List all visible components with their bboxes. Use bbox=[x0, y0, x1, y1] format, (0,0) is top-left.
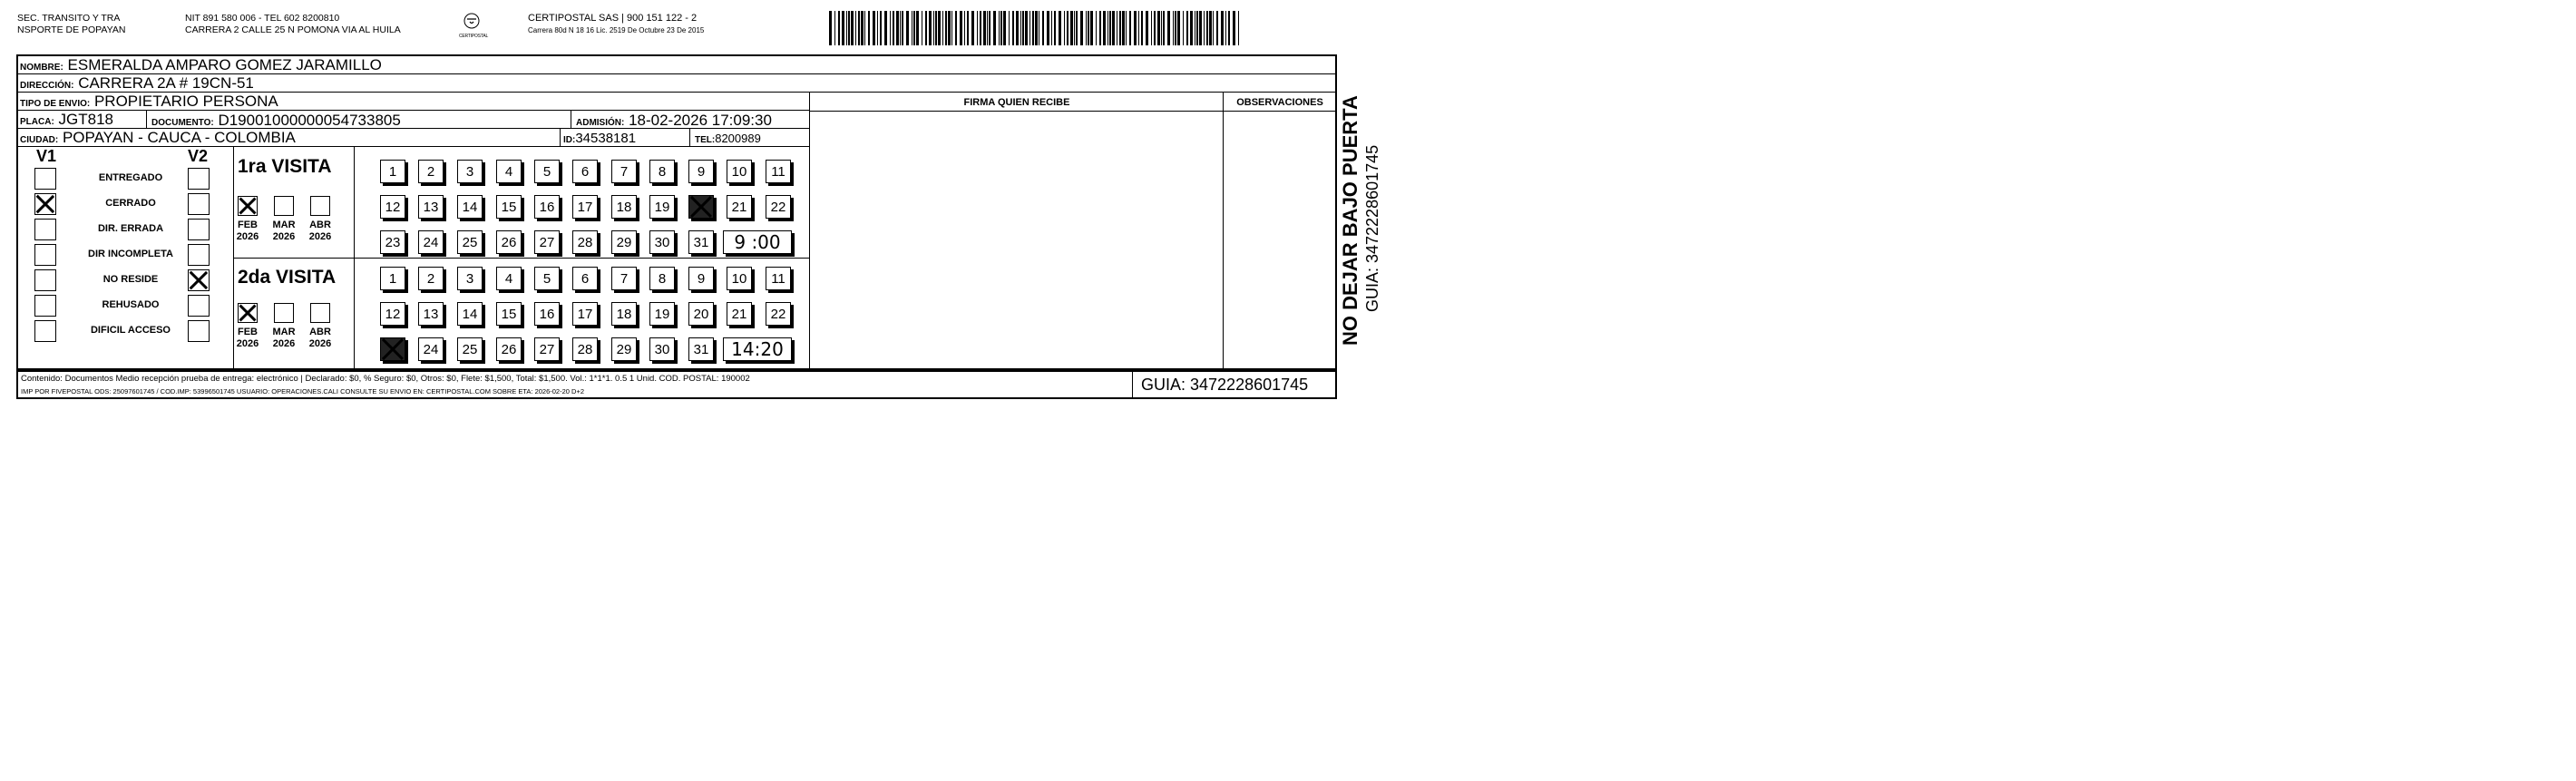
barcode-bar bbox=[1141, 11, 1143, 45]
barcode-bar bbox=[942, 11, 943, 45]
visit1-day-7[interactable]: 7 bbox=[611, 160, 637, 183]
visit1-day-16[interactable]: 16 bbox=[534, 195, 560, 219]
barcode-bar bbox=[861, 11, 864, 45]
visit2-month-checkbox[interactable] bbox=[274, 303, 294, 323]
barcode-bar bbox=[900, 11, 901, 45]
barcode-bar bbox=[987, 11, 988, 45]
barcode-bar bbox=[993, 11, 996, 45]
visit1-day-9[interactable]: 9 bbox=[688, 160, 714, 183]
barcode-bar bbox=[1175, 11, 1176, 45]
barcode-bar bbox=[1134, 11, 1137, 45]
visit2-day-28[interactable]: 28 bbox=[572, 337, 598, 361]
visit2-day-19[interactable]: 19 bbox=[649, 302, 675, 326]
visit2-day-10[interactable]: 10 bbox=[727, 267, 752, 290]
tipo-value: PROPIETARIO PERSONA bbox=[93, 93, 278, 110]
barcode-bar bbox=[980, 11, 981, 45]
v2-checkbox[interactable] bbox=[188, 193, 210, 215]
barcode-bar bbox=[873, 11, 875, 45]
barcode-bar bbox=[1186, 11, 1188, 45]
no-dejar-bajo-puerta: NO DEJAR BAJO PUERTA bbox=[1339, 95, 1361, 346]
sender-address bbox=[185, 13, 401, 36]
barcode-bar bbox=[1216, 11, 1218, 45]
barcode-bar bbox=[829, 11, 832, 45]
documento-value: D19001000000054733805 bbox=[218, 112, 401, 129]
visit1-month-label: FEB 2026 bbox=[236, 220, 259, 242]
barcode-bar bbox=[1107, 11, 1108, 45]
barcode-bar bbox=[834, 11, 835, 45]
barcode-bar bbox=[1161, 11, 1162, 45]
barcode-bar bbox=[1151, 11, 1152, 45]
v2-checkbox[interactable] bbox=[188, 295, 210, 317]
legend-label: DIR INCOMPLETA bbox=[88, 249, 173, 259]
visit1-month-label: MAR 2026 bbox=[272, 220, 296, 242]
footer-impresion: IMP POR FIVEPOSTAL ODS: 25097601745 / COD.IMP: 53996501745 USUARIO: OPERACIONES.CALI CONSULTE SU ENVIO EN: CERTIPOSTAL.COM SOBRE ETA: 2026-02-20 D+2 bbox=[21, 387, 584, 395]
barcode-bar bbox=[842, 11, 844, 45]
visit2-time[interactable]: 14:20 bbox=[723, 337, 792, 361]
barcode-bar bbox=[1103, 11, 1106, 45]
visit2-day-27[interactable]: 27 bbox=[534, 337, 560, 361]
legend-label: CERRADO bbox=[105, 198, 156, 209]
barcode-bar bbox=[1122, 11, 1125, 45]
visit2-day-21[interactable]: 21 bbox=[727, 302, 752, 326]
v2-checkbox[interactable] bbox=[188, 320, 210, 342]
barcode-bar bbox=[884, 11, 887, 45]
visit2-month-checkbox[interactable] bbox=[238, 303, 258, 323]
barcode-bar bbox=[1190, 11, 1193, 45]
visit1-time[interactable]: 9 :00 bbox=[723, 230, 792, 254]
tel-value: 8200989 bbox=[715, 132, 761, 145]
certipostal-logo bbox=[459, 12, 495, 46]
visit2-month-label: FEB 2026 bbox=[236, 327, 259, 349]
barcode-bar bbox=[1054, 11, 1056, 45]
barcode-bar bbox=[846, 11, 847, 45]
barcode-bar bbox=[983, 11, 986, 45]
admision-cell bbox=[576, 112, 772, 131]
v2-checkbox[interactable] bbox=[188, 269, 210, 291]
barcode-bar bbox=[902, 11, 903, 45]
barcode-bar bbox=[1112, 11, 1115, 45]
legend-label: REHUSADO bbox=[102, 299, 160, 310]
entity-line-2: NSPORTE DE POPAYAN bbox=[17, 24, 126, 35]
footer-contenido: Contenido: Documentos Medio recepción prueba de entrega: electrónico | Declarado: $0, % Seguro: $0, Otros: $0, Flete: $1,500, Total: $1,500. Vol.: 1*1*1. 0.5 1 Unid. COD. POSTAL: 190002 bbox=[21, 374, 750, 384]
barcode-bar bbox=[864, 11, 865, 45]
visit2-month-label: ABR 2026 bbox=[308, 327, 332, 349]
barcode-bar bbox=[1003, 11, 1006, 45]
visit1-day-29[interactable]: 29 bbox=[611, 230, 637, 254]
v1-checkbox[interactable] bbox=[34, 193, 56, 215]
barcode-bar bbox=[925, 11, 927, 45]
barcode-bar bbox=[851, 11, 854, 45]
barcode-bar bbox=[855, 11, 856, 45]
visit1-day-17[interactable]: 17 bbox=[572, 195, 598, 219]
barcode-bar bbox=[933, 11, 934, 45]
barcode-bar bbox=[1177, 11, 1180, 45]
barcode-bar bbox=[1000, 11, 1002, 45]
barcode-bar bbox=[1076, 11, 1078, 45]
ciudad-row bbox=[18, 129, 809, 147]
v1-checkbox[interactable] bbox=[34, 295, 56, 317]
visit1-day-30[interactable]: 30 bbox=[649, 230, 675, 254]
visit1-day-24[interactable]: 24 bbox=[418, 230, 444, 254]
ciudad-label: CIUDAD: bbox=[20, 135, 59, 145]
barcode-bar bbox=[1042, 11, 1044, 45]
barcode-bar bbox=[1238, 11, 1239, 45]
barcode-bar bbox=[1221, 11, 1224, 45]
visit1-day-14[interactable]: 14 bbox=[457, 195, 483, 219]
barcode-bar bbox=[916, 11, 919, 45]
barcode-bar bbox=[1067, 11, 1068, 45]
visit1-day-25[interactable]: 25 bbox=[457, 230, 483, 254]
visit2-day-12[interactable]: 12 bbox=[380, 302, 405, 326]
tipo-label: TIPO DE ENVIO: bbox=[20, 99, 91, 109]
visit2-day-23[interactable] bbox=[380, 337, 405, 361]
visit2-day-11[interactable]: 11 bbox=[766, 267, 791, 290]
visit1-day-12[interactable]: 12 bbox=[380, 195, 405, 219]
nombre-row bbox=[18, 56, 1335, 74]
barcode-bar bbox=[858, 11, 860, 45]
barcode-bar bbox=[1090, 11, 1093, 45]
barcode-bar bbox=[1029, 11, 1030, 45]
barcode-bar bbox=[1154, 11, 1156, 45]
barcode-bar bbox=[1126, 11, 1127, 45]
barcode-bar bbox=[1146, 11, 1148, 45]
visit1-day-11[interactable]: 11 bbox=[766, 160, 791, 183]
barcode-bar bbox=[1173, 11, 1174, 45]
barcode-bar bbox=[1233, 11, 1235, 45]
barcode-bar bbox=[1032, 11, 1034, 45]
visit2-day-17[interactable]: 17 bbox=[572, 302, 598, 326]
barcode-bar bbox=[1204, 11, 1205, 45]
visit2-day-13[interactable]: 13 bbox=[418, 302, 444, 326]
visit1-day-3[interactable]: 3 bbox=[457, 160, 483, 183]
v1-checkbox[interactable] bbox=[34, 168, 56, 190]
placa-value: JGT818 bbox=[58, 111, 113, 128]
visit1-day-5[interactable]: 5 bbox=[534, 160, 560, 183]
barcode-bar bbox=[948, 11, 951, 45]
admision-label: ADMISIÓN: bbox=[576, 118, 625, 128]
nombre-label: NOMBRE: bbox=[20, 63, 63, 73]
v2-checkbox[interactable] bbox=[188, 244, 210, 266]
v1-checkbox[interactable] bbox=[34, 219, 56, 240]
barcode-bar bbox=[877, 11, 878, 45]
barcode-bar bbox=[890, 11, 891, 45]
barcode-bar bbox=[1225, 11, 1226, 45]
direccion-value: CARRERA 2A # 19CN-51 bbox=[78, 74, 254, 92]
barcode-bar bbox=[1020, 11, 1021, 45]
courier-info bbox=[528, 13, 704, 36]
v1-checkbox[interactable] bbox=[34, 320, 56, 342]
visit1-month-checkbox[interactable] bbox=[238, 196, 258, 216]
visit1-day-26[interactable]: 26 bbox=[496, 230, 522, 254]
visit1-day-8[interactable]: 8 bbox=[649, 160, 675, 183]
v1-header: V1 bbox=[36, 147, 57, 165]
barcode-bar bbox=[1199, 11, 1202, 45]
documento-cell bbox=[151, 112, 401, 131]
footer-guia: GUIA: 3472228601745 bbox=[1141, 376, 1309, 394]
placa-label: PLACA: bbox=[20, 117, 54, 127]
delivery-form bbox=[16, 54, 1337, 370]
barcode-bar bbox=[977, 11, 978, 45]
visit1-day-20[interactable] bbox=[688, 195, 714, 219]
visit2-month-checkbox[interactable] bbox=[310, 303, 330, 323]
barcode-bar bbox=[1080, 11, 1083, 45]
visit1-day-4[interactable]: 4 bbox=[496, 160, 522, 183]
logo-caption: CERTIPOSTAL bbox=[459, 34, 489, 39]
barcode-bar bbox=[1047, 11, 1049, 45]
barcode-bar bbox=[938, 11, 941, 45]
barcode-bar bbox=[1209, 11, 1212, 45]
ciudad-value: POPAYAN - CAUCA - COLOMBIA bbox=[62, 129, 296, 146]
side-guia: GUIA: 3472228601745 bbox=[1363, 144, 1381, 312]
tel-label: TEL: bbox=[695, 135, 716, 145]
barcode-bar bbox=[868, 11, 870, 45]
observaciones-header: OBSERVACIONES bbox=[1236, 97, 1323, 108]
visit2-day-9[interactable]: 9 bbox=[688, 267, 714, 290]
barcode-bar bbox=[1196, 11, 1198, 45]
barcode-bar bbox=[1064, 11, 1065, 45]
v2-header: V2 bbox=[188, 147, 209, 165]
visit1-day-10[interactable]: 10 bbox=[727, 160, 752, 183]
id-value: 34538181 bbox=[575, 131, 637, 146]
barcode-bar bbox=[1119, 11, 1121, 45]
barcode-bar bbox=[955, 11, 957, 45]
visit1-day-31[interactable]: 31 bbox=[688, 230, 714, 254]
barcode-bar bbox=[1096, 11, 1097, 45]
visit2-day-1[interactable]: 1 bbox=[380, 267, 405, 290]
courier-line-1: CERTIPOSTAL SAS | 900 151 122 - 2 bbox=[528, 13, 698, 24]
visit2-day-22[interactable]: 22 bbox=[766, 302, 791, 326]
documento-label: DOCUMENTO: bbox=[151, 118, 214, 128]
visit2-day-3[interactable]: 3 bbox=[457, 267, 483, 290]
v1-checkbox[interactable] bbox=[34, 244, 56, 266]
address-line: CARRERA 2 CALLE 25 N POMONA VIA AL HUILA bbox=[185, 24, 401, 35]
id-cell bbox=[563, 132, 636, 147]
visit1-day-21[interactable]: 21 bbox=[727, 195, 752, 219]
barcode-bar bbox=[964, 11, 965, 45]
visit2-day-14[interactable]: 14 bbox=[457, 302, 483, 326]
visit2-day-24[interactable]: 24 bbox=[418, 337, 444, 361]
barcode-bar bbox=[1183, 11, 1184, 45]
visit1-month-checkbox[interactable] bbox=[310, 196, 330, 216]
barcode-bar bbox=[929, 11, 932, 45]
admision-value: 18-02-2026 17:09:30 bbox=[629, 112, 772, 129]
barcode-bar bbox=[945, 11, 947, 45]
visit2-day-26[interactable]: 26 bbox=[496, 337, 522, 361]
visit1-day-6[interactable]: 6 bbox=[572, 160, 598, 183]
visit1-title: 1ra VISITA bbox=[238, 156, 332, 177]
barcode-bar bbox=[1051, 11, 1052, 45]
barcode-bar bbox=[935, 11, 937, 45]
direccion-row bbox=[18, 74, 1335, 93]
visit1-month-label: ABR 2026 bbox=[308, 220, 332, 242]
direccion-label: DIRECCIÓN: bbox=[20, 81, 74, 91]
visit1-day-2[interactable]: 2 bbox=[418, 160, 444, 183]
tel-cell bbox=[695, 132, 761, 146]
visit2-day-31[interactable]: 31 bbox=[688, 337, 714, 361]
barcode-bar bbox=[989, 11, 990, 45]
barcode-bar bbox=[1059, 11, 1061, 45]
visit2-day-16[interactable]: 16 bbox=[534, 302, 560, 326]
barcode-bar bbox=[1109, 11, 1111, 45]
barcode-bar bbox=[967, 11, 969, 45]
barcode-bar bbox=[1228, 11, 1230, 45]
visit2-day-6[interactable]: 6 bbox=[572, 267, 598, 290]
nombre-value: ESMERALDA AMPARO GOMEZ JARAMILLO bbox=[67, 56, 382, 73]
barcode-bar bbox=[1022, 11, 1024, 45]
barcode-bar bbox=[1167, 11, 1170, 45]
visit2-title: 2da VISITA bbox=[238, 267, 337, 288]
barcode-bar bbox=[848, 11, 850, 45]
sender-entity bbox=[17, 13, 125, 36]
visit2-month-label: MAR 2026 bbox=[272, 327, 296, 349]
barcode-bar bbox=[960, 11, 962, 45]
footer bbox=[16, 370, 1337, 399]
barcode-bar bbox=[1086, 11, 1087, 45]
barcode-bar bbox=[1099, 11, 1101, 45]
barcode-bar bbox=[1157, 11, 1160, 45]
visit2-day-7[interactable]: 7 bbox=[611, 267, 637, 290]
visit1-day-19[interactable]: 19 bbox=[649, 195, 675, 219]
visit1-day-1[interactable]: 1 bbox=[380, 160, 405, 183]
visit2-day-2[interactable]: 2 bbox=[418, 267, 444, 290]
barcode-bar bbox=[1035, 11, 1038, 45]
barcode-bar bbox=[1009, 11, 1010, 45]
barcode-bar bbox=[1025, 11, 1028, 45]
barcode-bar bbox=[1088, 11, 1089, 45]
entity-line-1: SEC. TRANSITO Y TRA bbox=[17, 13, 121, 24]
visit2-day-15[interactable]: 15 bbox=[496, 302, 522, 326]
barcode-bar bbox=[906, 11, 909, 45]
visit2-day-29[interactable]: 29 bbox=[611, 337, 637, 361]
v2-checkbox[interactable] bbox=[188, 168, 210, 190]
visit2-day-20[interactable]: 20 bbox=[688, 302, 714, 326]
barcode-bar bbox=[893, 11, 894, 45]
tipo-envio-row bbox=[18, 93, 809, 111]
firma-header: FIRMA QUIEN RECIBE bbox=[963, 97, 1070, 108]
barcode-bar bbox=[1163, 11, 1165, 45]
visit2-day-30[interactable]: 30 bbox=[649, 337, 675, 361]
barcode-bar bbox=[838, 11, 840, 45]
visit1-day-15[interactable]: 15 bbox=[496, 195, 522, 219]
barcode-bar bbox=[951, 11, 952, 45]
courier-line-2: Carrera 80d N 18 16 Lic. 2519 De Octubre 23 De 2015 bbox=[528, 26, 705, 34]
legend-label: ENTREGADO bbox=[98, 172, 163, 183]
barcode-bar bbox=[913, 11, 915, 45]
legend-label: NO RESIDE bbox=[102, 274, 159, 285]
barcode bbox=[829, 11, 1239, 45]
visit2-day-25[interactable]: 25 bbox=[457, 337, 483, 361]
visit2-day-5[interactable]: 5 bbox=[534, 267, 560, 290]
visit1-day-23[interactable]: 23 bbox=[380, 230, 405, 254]
barcode-bar bbox=[1206, 11, 1208, 45]
visit1-day-27[interactable]: 27 bbox=[534, 230, 560, 254]
barcode-bar bbox=[1074, 11, 1075, 45]
barcode-bar bbox=[896, 11, 899, 45]
barcode-bar bbox=[1213, 11, 1214, 45]
visit1-day-22[interactable]: 22 bbox=[766, 195, 791, 219]
visit2-day-4[interactable]: 4 bbox=[496, 267, 522, 290]
barcode-bar bbox=[880, 11, 882, 45]
visit1-day-28[interactable]: 28 bbox=[572, 230, 598, 254]
barcode-bar bbox=[1129, 11, 1131, 45]
barcode-bar bbox=[1138, 11, 1139, 45]
barcode-bar bbox=[1012, 11, 1014, 45]
visit1-month-checkbox[interactable] bbox=[274, 196, 294, 216]
visit2-day-18[interactable]: 18 bbox=[611, 302, 637, 326]
visit1-day-13[interactable]: 13 bbox=[418, 195, 444, 219]
barcode-bar bbox=[1016, 11, 1019, 45]
visit2-day-8[interactable]: 8 bbox=[649, 267, 675, 290]
firma-area[interactable] bbox=[811, 112, 1221, 366]
nit-line: NIT 891 580 006 - TEL 602 8200810 bbox=[185, 13, 340, 24]
barcode-bar bbox=[971, 11, 974, 45]
id-label: ID: bbox=[563, 135, 576, 145]
observaciones-area[interactable] bbox=[1225, 112, 1333, 366]
barcode-bar bbox=[999, 11, 1000, 45]
v2-checkbox[interactable] bbox=[188, 219, 210, 240]
legend-label: DIR. ERRADA bbox=[97, 223, 164, 234]
v1-checkbox[interactable] bbox=[34, 269, 56, 291]
visit1-day-18[interactable]: 18 bbox=[611, 195, 637, 219]
barcode-bar bbox=[1070, 11, 1073, 45]
legend-label: DIFICIL ACCESO bbox=[90, 325, 171, 336]
